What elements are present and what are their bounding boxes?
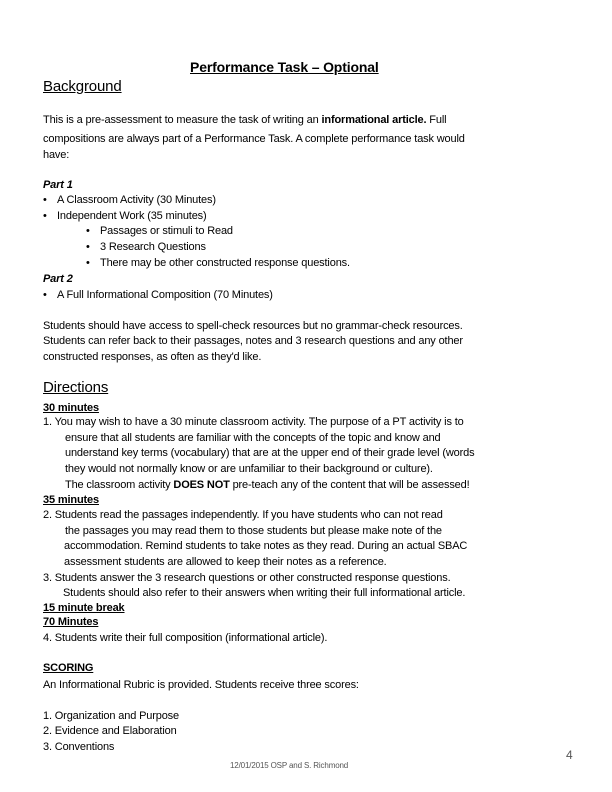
direction-line: accommodation. Remind students to take notes as they read. During an actual SBAC bbox=[64, 540, 468, 552]
section-label: 70 Minutes bbox=[43, 616, 99, 628]
direction-line: ensure that all students are familiar with the concepts of the topic and know and bbox=[65, 432, 441, 444]
resources-paragraph-line: Students can refer back to their passages, notes and 3 research questions and any other bbox=[43, 335, 463, 347]
section-label: 15 minute break bbox=[43, 602, 125, 614]
direction-line: 4. Students write their full composition (informational article). bbox=[43, 632, 328, 644]
direction-line: assessment students are allowed to keep their notes as a reference. bbox=[64, 556, 387, 568]
page-number: 4 bbox=[566, 748, 573, 762]
sub-list-item: • Passages or stimuli to Read bbox=[86, 224, 233, 238]
list-item: • A Classroom Activity (30 Minutes) bbox=[43, 193, 216, 207]
sub-list-item: • There may be other constructed response questions. bbox=[86, 256, 350, 270]
directions-heading: Directions bbox=[43, 379, 109, 396]
section-label: 30 minutes bbox=[43, 402, 99, 414]
section-label: 35 minutes bbox=[43, 494, 99, 506]
resources-paragraph-line: Students should have access to spell-check resources but no grammar-check resources. bbox=[43, 320, 463, 332]
scoring-item: 3. Conventions bbox=[43, 741, 115, 753]
direction-line: The classroom activity DOES NOT pre-teach any of the content that will be assessed! bbox=[65, 479, 470, 491]
part1-label: Part 1 bbox=[43, 179, 73, 191]
sub-list-item: • 3 Research Questions bbox=[86, 240, 206, 254]
list-item: • A Full Informational Composition (70 Minutes) bbox=[43, 288, 273, 302]
background-paragraph-line: compositions are always part of a Performance Task. A complete performance task would bbox=[43, 133, 465, 145]
direction-line: the passages you may read them to those students but please make note of the bbox=[65, 525, 442, 537]
background-paragraph-line: have: bbox=[43, 149, 70, 161]
resources-paragraph-line: constructed responses, as often as they'd like. bbox=[43, 351, 262, 363]
direction-line: Students should also refer to their answers when writing their full informational article. bbox=[63, 587, 466, 599]
scoring-item: 1. Organization and Purpose bbox=[43, 710, 179, 722]
direction-line: 3. Students answer the 3 research questions or other constructed response questions. bbox=[43, 572, 451, 584]
direction-line: they would not normally know or are unfamiliar to their background or culture). bbox=[65, 463, 433, 475]
page-title: Performance Task – Optional bbox=[190, 59, 379, 75]
scoring-item: 2. Evidence and Elaboration bbox=[43, 725, 177, 737]
part2-label: Part 2 bbox=[43, 273, 73, 285]
background-paragraph-line: This is a pre-assessment to measure the task of writing an informational article. Full bbox=[43, 114, 447, 126]
direction-line: understand key terms (vocabulary) that are at the upper end of their grade level (words bbox=[65, 447, 475, 459]
footer-text: 12/01/2015 OSP and S. Richmond bbox=[230, 761, 349, 770]
scoring-intro: An Informational Rubric is provided. Students receive three scores: bbox=[43, 679, 359, 691]
scoring-heading: SCORING bbox=[43, 662, 94, 674]
direction-line: 1. You may wish to have a 30 minute classroom activity. The purpose of a PT activity is to bbox=[43, 416, 464, 428]
direction-line: 2. Students read the passages independently. If you have students who can not read bbox=[43, 509, 443, 521]
background-heading: Background bbox=[43, 78, 122, 95]
list-item: • Independent Work (35 minutes) bbox=[43, 209, 207, 223]
